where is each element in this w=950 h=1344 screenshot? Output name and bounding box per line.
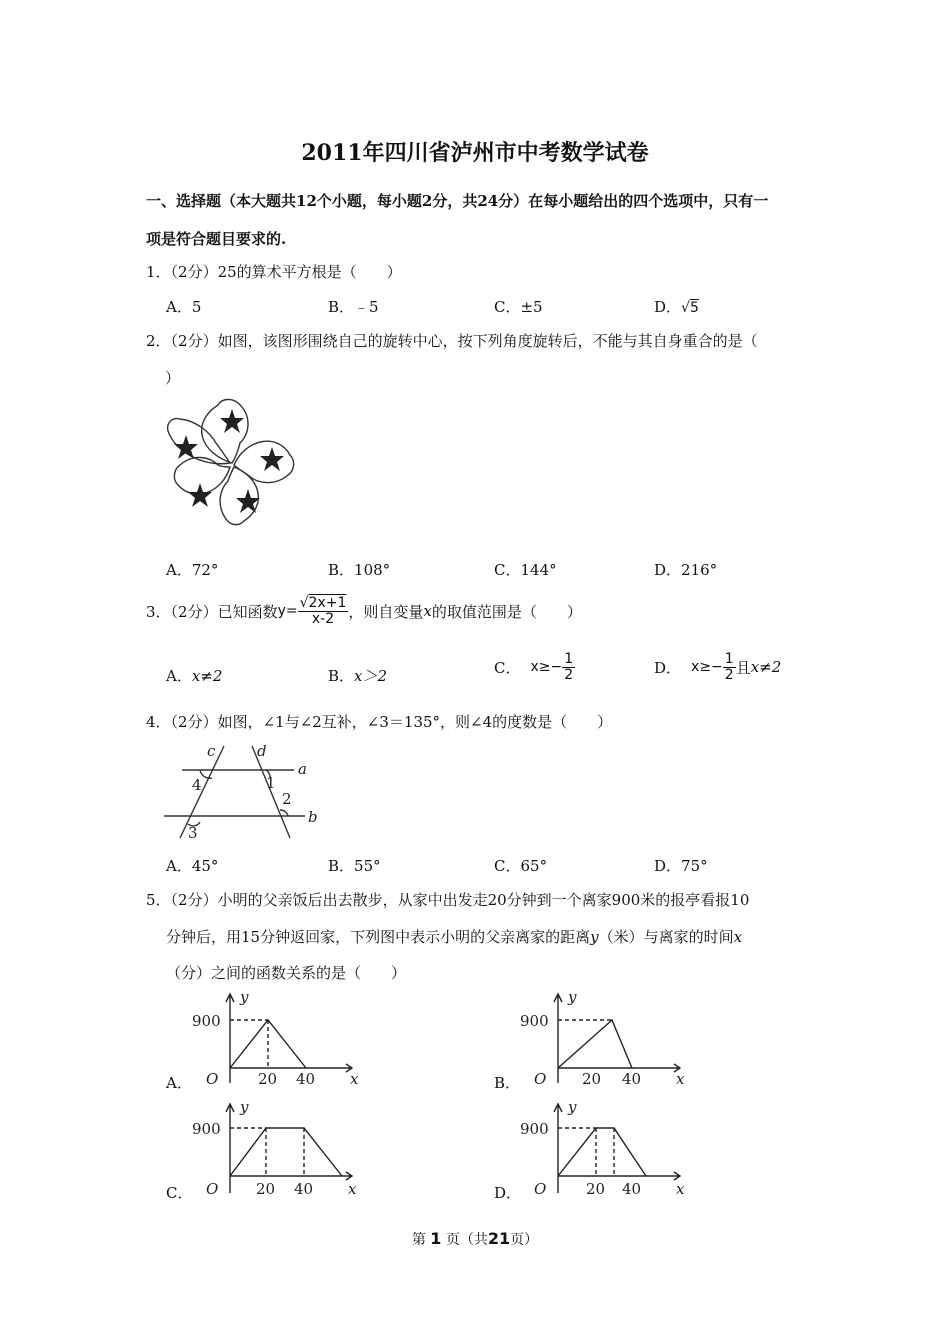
q5-graph-a: [186, 988, 366, 1088]
label-40: 40: [294, 1180, 314, 1198]
label-20: 20: [586, 1180, 606, 1198]
label-900: 900: [520, 1120, 549, 1138]
footer-pre: 第: [411, 1232, 426, 1248]
label-o: O: [534, 1070, 547, 1088]
q5-line2b: （米）与离家的时间: [598, 928, 734, 946]
label-20: 20: [256, 1180, 276, 1198]
q3-function-y: y=: [277, 603, 298, 620]
q3-option-d-label: D．: [654, 658, 682, 677]
graph-b-line: [558, 1020, 632, 1068]
footer-mid: 页（共: [445, 1232, 488, 1248]
label-y: y: [568, 988, 577, 1006]
q1-sqrt-radicand: 5: [689, 300, 699, 316]
label-2: 2: [282, 790, 292, 808]
label-x: x: [348, 1180, 357, 1198]
q1-option-d-label: D．: [654, 298, 682, 316]
q3-option-b: [328, 665, 387, 686]
label-900: 900: [520, 1012, 549, 1030]
label-1: 1: [266, 774, 276, 792]
label-y: y: [240, 988, 249, 1006]
footer-post: 页）: [510, 1232, 539, 1248]
question-5-line2: [166, 926, 742, 947]
question-2-close: ）: [165, 369, 181, 387]
q4-figure-lines: [160, 738, 325, 843]
q5-option-c-label: C．: [166, 1184, 193, 1202]
q3-option-b-label: B．: [328, 667, 355, 685]
q5-option-a-label: A．: [166, 1074, 192, 1092]
star-1: [220, 409, 244, 433]
section-heading-line2: 项是符合题目要求的.: [146, 230, 287, 248]
q4-option-b: B．55°: [328, 857, 381, 875]
question-5-line3: （分）之间的函数关系的是（ ）: [166, 964, 407, 982]
q4-option-d: D．75°: [654, 857, 708, 875]
q3-numerator-radicand: 2x+1: [308, 595, 347, 611]
q5-graph-c: [186, 1098, 366, 1198]
q3-option-d-num: 1: [724, 651, 734, 667]
label-b: b: [308, 808, 318, 826]
q2-option-a: A．72°: [166, 561, 219, 579]
star-2: [260, 447, 284, 471]
q3-option-a: [166, 665, 222, 686]
q3-option-c-ineq: x≥−: [530, 659, 563, 676]
q3-option-c-frac: [562, 652, 575, 682]
q3-option-a-value: x≠2: [191, 667, 223, 685]
petal-4: [174, 457, 230, 494]
q3-option-c-num: 1: [564, 651, 574, 667]
q3-suffix-a: ，则自变量: [348, 602, 424, 621]
line-c: [180, 746, 224, 838]
label-o: O: [534, 1180, 547, 1198]
label-x: x: [676, 1070, 685, 1088]
q3-option-d-den: 2: [724, 666, 734, 683]
label-40: 40: [622, 1070, 642, 1088]
q3-option-c: [494, 652, 575, 682]
q2-option-d: D．216°: [654, 561, 718, 579]
q5-graph-b: [514, 988, 694, 1088]
q5-option-d-label: D．: [494, 1184, 522, 1202]
label-x: x: [676, 1180, 685, 1198]
question-1: 1．（2分）25的算术平方根是（ ）: [146, 263, 402, 281]
label-20: 20: [582, 1070, 602, 1088]
star-3: [236, 489, 260, 513]
q3-option-a-label: A．: [166, 667, 192, 685]
label-4: 4: [192, 776, 202, 794]
footer-page-number: 1: [430, 1229, 442, 1248]
page-footer: [0, 1229, 950, 1249]
star-5: [174, 435, 198, 459]
q3-option-d-frac: [723, 652, 736, 682]
label-40: 40: [296, 1070, 316, 1088]
label-o: O: [206, 1180, 219, 1198]
q5-graph-d: [514, 1098, 694, 1198]
question-2: 2．（2分）如图，该图形围绕自己的旋转中心，按下列角度旋转后，不能与其自身重合的是（: [146, 332, 758, 350]
graph-d-line: [558, 1128, 646, 1176]
question-5-line1: 5．（2分）小明的父亲饭后出去散步，从家中出发走20分钟到一个离家900米的报亭看报10: [146, 891, 750, 909]
q3-numerator: √2x+1: [299, 595, 347, 611]
q3-suffix-b: 的取值范围是（ ）: [431, 602, 582, 621]
footer-total-pages: 21: [487, 1229, 511, 1248]
q4-option-c: C．65°: [494, 857, 548, 875]
q5-line2y: y: [590, 928, 599, 946]
section-heading-line1: 一、选择题（本大题共12个小题，每小题2分，共24分）在每小题给出的四个选项中，只有一: [146, 192, 769, 210]
q3-option-d-tail: 且: [735, 658, 751, 677]
q3-option-d-ineq: x≥−: [691, 659, 723, 676]
q3-prefix: 3．（2分）已知函数: [146, 602, 278, 621]
page-title: 2011年四川省泸州市中考数学试卷: [301, 140, 649, 166]
label-900: 900: [192, 1120, 221, 1138]
q3-option-c-label: C．: [494, 658, 521, 677]
q3-var: x: [423, 602, 432, 621]
label-40: 40: [622, 1180, 642, 1198]
label-3: 3: [188, 824, 198, 842]
q3-denominator: x-2: [311, 610, 335, 627]
q1-option-b: B．﹣5: [328, 298, 379, 316]
q2-option-b: B．108°: [328, 561, 391, 579]
graph-c-line: [230, 1128, 342, 1176]
question-4: 4．（2分）如图，∠1与∠2互补，∠3＝135°，则∠4的度数是（ ）: [146, 713, 613, 731]
star-4: [188, 483, 212, 507]
q3-option-c-den: 2: [564, 666, 574, 683]
q1-option-d: [654, 296, 699, 317]
label-x: x: [350, 1070, 359, 1088]
q4-option-a: A．45°: [166, 857, 219, 875]
label-20: 20: [258, 1070, 278, 1088]
q2-figure-flower: [160, 393, 308, 528]
q3-option-d: [654, 652, 781, 682]
label-o: O: [206, 1070, 219, 1088]
label-y: y: [568, 1098, 577, 1116]
q1-option-c: C．±5: [494, 298, 543, 316]
q5-line2a: 分钟后，用15分钟返回家，下列图中表示小明的父亲离家的距离: [166, 928, 591, 946]
q1-sqrt: √5: [681, 300, 699, 316]
label-y: y: [240, 1098, 249, 1116]
label-a: a: [298, 760, 307, 778]
petal-2: [234, 441, 294, 482]
q3-option-b-value: x＞2: [354, 667, 388, 685]
label-d: d: [257, 742, 267, 760]
q3-option-d-tail2: x≠2: [750, 658, 782, 677]
q5-line2x: x: [733, 928, 743, 946]
label-c: c: [207, 742, 216, 760]
q2-option-c: C．144°: [494, 561, 557, 579]
label-900: 900: [192, 1012, 221, 1030]
q3-fraction: [298, 596, 349, 626]
q5-option-b-label: B．: [494, 1074, 521, 1092]
question-3: [146, 596, 582, 626]
q1-option-a: A．5: [166, 298, 202, 316]
